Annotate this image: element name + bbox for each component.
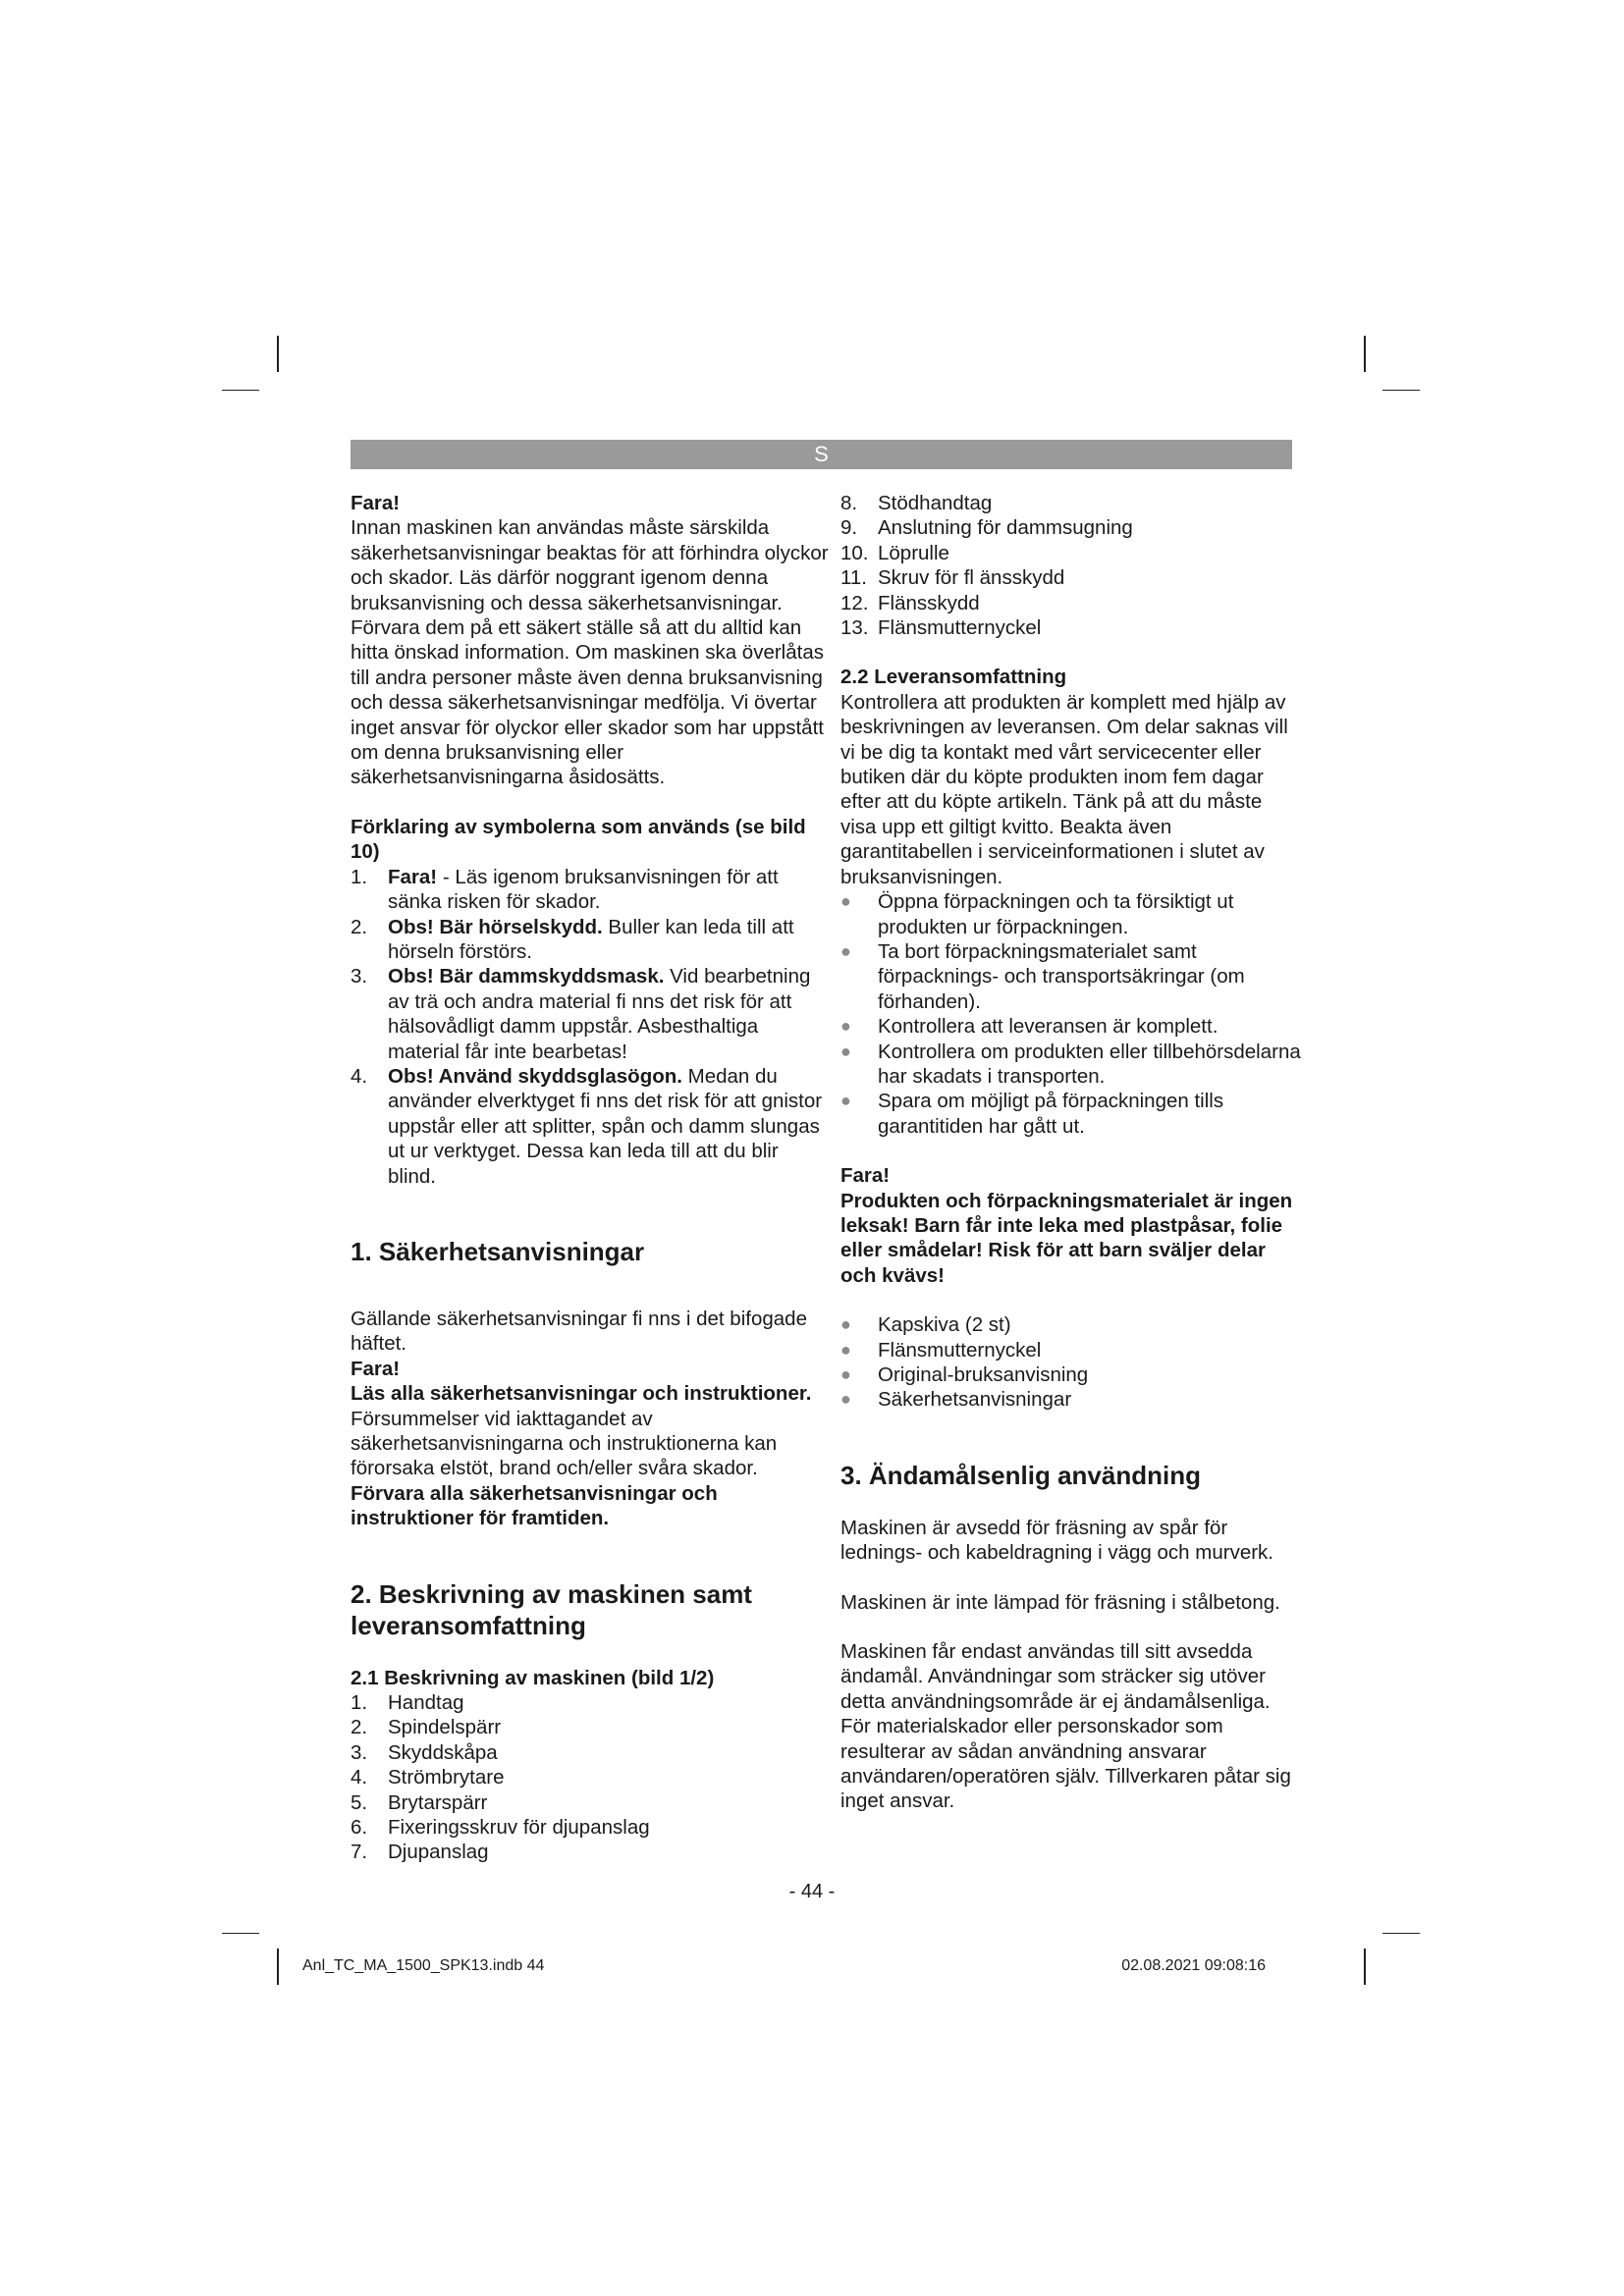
parts-list bbox=[351, 1690, 832, 1865]
section-1-danger: Fara! bbox=[351, 1357, 401, 1380]
list-item: ● Kontrollera att leveransen är komplett. bbox=[840, 1015, 1218, 1039]
section-1-warning: Läs alla säkerhetsanvisningar och instruktioner. Försummelser vid iakttagandet av säkerhetsanvisningarna och instruktionerna kan förorsaka elstöt, brand och/eller svåra skador. Förvara alla säkerhetsanvisningar och instruktioner för framtiden. bbox=[351, 1382, 812, 1530]
crop-mark bbox=[1382, 1933, 1420, 1934]
bullet-icon: ● bbox=[840, 1339, 851, 1360]
bullet-icon: ● bbox=[840, 1091, 851, 1111]
page-number: - 44 - bbox=[788, 1881, 836, 1902]
danger-paragraph: Innan maskinen kan användas måste särskilda säkerhetsanvisningar beaktas för att förhindra olyckor och skador. Läs därför noggrant igenom denna bruksanvisning och dessa säkerhetsanvisningar. Förvara dem på ett säkert ställe så att du alltid kan hitta önskad information. Om maskinen ska överlåtas till andra personer måste även denna bruksanvisning och dessa säkerhetsanvisningar medfölja. Vi övertar inget ansvar för olyckor eller skador som har uppstått om denna bruksanvisning eller säkerhetsanvisningarna åsidosätts. bbox=[351, 516, 829, 789]
list-item: 9. Anslutning för dammsugning bbox=[840, 516, 1133, 540]
crop-mark bbox=[222, 1933, 259, 1934]
crop-mark bbox=[1382, 390, 1420, 391]
crop-mark bbox=[277, 336, 279, 372]
unpacking-steps-list bbox=[840, 889, 1302, 1139]
bullet-icon: ● bbox=[840, 1364, 851, 1384]
bullet-icon: ● bbox=[840, 1016, 851, 1037]
section-3-title: 3. Ändamålsenlig användning bbox=[840, 1460, 1201, 1490]
section-1-title: 1. Säkerhetsanvisningar bbox=[351, 1236, 645, 1266]
crop-mark bbox=[1364, 1949, 1366, 1985]
footer-timestamp: 02.08.2021 09:08:16 bbox=[1121, 1957, 1266, 1974]
bullet-icon: ● bbox=[840, 891, 851, 912]
list-item: ● Öppna förpackningen och ta försiktigt ut produkten ur förpackningen. bbox=[840, 890, 1234, 938]
section-2-1-title: 2.1 Beskrivning av maskinen (bild 1/2) bbox=[351, 1666, 715, 1689]
danger-text-2: Produkten och förpackningsmaterialet är ingen leksak! Barn får inte leka med plastpåsar, folie eller smådelar! Risk för att barn sväljer delar och kvävs! bbox=[840, 1189, 1293, 1287]
section-2-title: 2. Beskrivning av maskinen samt leveransomfattning bbox=[351, 1578, 752, 1640]
section-3-paragraph-1: Maskinen är avsedd för fräsning av spår för lednings- och kabeldragning i vägg och murverk. bbox=[840, 1516, 1274, 1565]
list-item: ● Kapskiva (2 st) bbox=[840, 1313, 1011, 1337]
list-item: ● Kontrollera om produkten eller tillbehörsdelarna har skadats i transporten. bbox=[840, 1040, 1301, 1088]
list-item: 10. Löprulle bbox=[840, 541, 949, 564]
list-item: 4. Strömbrytare bbox=[351, 1766, 505, 1789]
danger-heading-2: Fara! bbox=[840, 1164, 891, 1188]
footer-file-name: Anl_TC_MA_1500_SPK13.indb 44 bbox=[302, 1957, 545, 1974]
section-1-intro: Gällande säkerhetsanvisningar fi nns i det bifogade häftet. bbox=[351, 1307, 807, 1356]
list-item: 11. Skruv för fl änsskydd bbox=[840, 566, 1065, 590]
list-item: 7. Djupanslag bbox=[351, 1841, 489, 1864]
list-item: 2. Obs! Bär hörselskydd. Buller kan leda till att hörseln förstörs. bbox=[351, 915, 794, 963]
crop-mark bbox=[222, 390, 259, 391]
crop-mark bbox=[1364, 336, 1366, 372]
bullet-icon: ● bbox=[840, 1041, 851, 1061]
list-item: 2. Spindelspärr bbox=[351, 1716, 502, 1739]
list-item: ● Säkerhetsanvisningar bbox=[840, 1388, 1072, 1412]
left-column bbox=[351, 491, 832, 1865]
crop-mark bbox=[277, 1949, 279, 1985]
language-code: S bbox=[814, 442, 829, 466]
list-item: 4. Obs! Använd skyddsglasögon. Medan du använder elverktyget fi nns det risk för att gnistor uppstår eller att splitter, spån och damm slungas ut ur verktyget. Dessa kan leda till att du blir blind. bbox=[351, 1064, 823, 1188]
list-item: 13. Flänsmutternyckel bbox=[840, 616, 1042, 640]
list-item: 8. Stödhandtag bbox=[840, 492, 993, 514]
list-item: 6. Fixeringsskruv för djupanslag bbox=[351, 1816, 650, 1840]
section-2-2-text: Kontrollera att produkten är komplett med hjälp av beskrivningen av leveransen. Om delar saknas vill vi be dig ta kontakt med vårt servicecenter eller butiken där du köpte produkten inom fem dagar efter att du köpte artikeln. Tänk på att du måste visa upp ett giltigt kvitto. Beakta även garantitabellen i serviceinformationen i slutet av bruksanvisningen. bbox=[840, 690, 1288, 888]
symbols-list bbox=[351, 865, 832, 1189]
language-header-bar bbox=[351, 440, 1292, 469]
parts-list-continued bbox=[840, 491, 1302, 640]
bullet-icon: ● bbox=[840, 1389, 851, 1410]
list-item: ● Ta bort förpackningsmaterialet samt förpacknings- och transportsäkringar (om förhanden). bbox=[840, 939, 1245, 1013]
danger-heading: Fara! bbox=[351, 492, 401, 514]
section-3-paragraph-3: Maskinen får endast användas till sitt avsedda ändamål. Användningar som sträcker sig utöver detta användningsområde är ej ändamålsenliga. För materialskador eller personskador som resulterar av sådan användning ansvarar användaren/operatören själv. Tillverkaren påtar sig inget ansvar. bbox=[840, 1640, 1291, 1813]
symbols-heading: Förklaring av symbolerna som används (se bild 10) bbox=[351, 815, 806, 864]
list-item: 5. Brytarspärr bbox=[351, 1790, 488, 1814]
list-item: 3. Skyddskåpa bbox=[351, 1740, 498, 1764]
list-item: ● Original-bruksanvisning bbox=[840, 1363, 1089, 1386]
list-item: 1. Handtag bbox=[351, 1691, 464, 1715]
list-item: 12. Flänsskydd bbox=[840, 591, 980, 614]
delivery-contents-list bbox=[840, 1312, 1302, 1413]
list-item: ● Flänsmutternyckel bbox=[840, 1338, 1042, 1362]
right-column bbox=[840, 491, 1302, 1814]
section-2-2-title: 2.2 Leveransomfattning bbox=[840, 666, 1067, 689]
list-item: 1. Fara! - Läs igenom bruksanvisningen för att sänka risken för skador. bbox=[351, 865, 779, 914]
bullet-icon: ● bbox=[840, 1314, 851, 1335]
list-item: ● Spara om möjligt på förpackningen tills garantitiden har gått ut. bbox=[840, 1090, 1224, 1138]
list-item: 3. Obs! Bär dammskyddsmask. Vid bearbetning av trä och andra material fi nns det risk för att hälsovådligt damm uppstår. Asbesthaltiga material får inte bearbetas! bbox=[351, 965, 811, 1063]
section-3-paragraph-2: Maskinen är inte lämpad för fräsning i stålbetong. bbox=[840, 1590, 1280, 1614]
bullet-icon: ● bbox=[840, 940, 851, 961]
